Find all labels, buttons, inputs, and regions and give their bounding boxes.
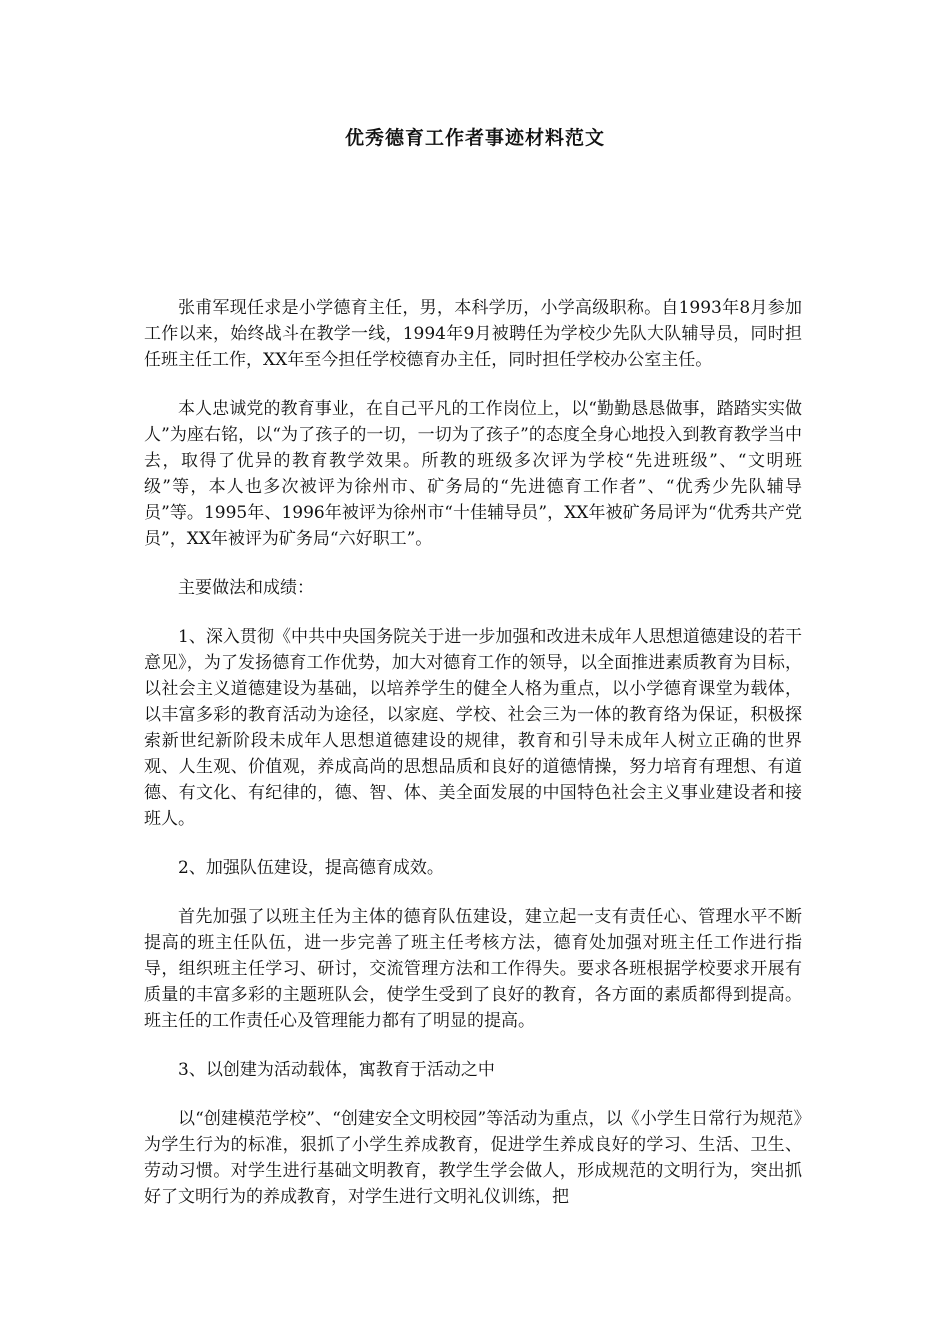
paragraph-intro: 张甫军现任求是小学德育主任，男，本科学历，小学高级职称。自1993年8月参加工作以来，始终战斗在教学一线，1994年9月被聘任为学校少先队大队辅导员，同时担任班主任工作，XX年至今担任学校德育办主任，同时担任学校办公室主任。: [144, 298, 802, 370]
section-heading-point-3: 3、以创建为活动载体，寓教育于活动之中: [178, 1060, 495, 1080]
document-body: [144, 295, 802, 1233]
section-heading-point-2: 2、加强队伍建设，提高德育成效。: [178, 858, 444, 878]
section-heading-methods: 主要做法和成绩：: [178, 578, 314, 598]
document-title: 优秀德育工作者事迹材料范文: [344, 127, 605, 149]
paragraph-point-1: 1、深入贯彻《中共中央国务院关于进一步加强和改进未成年人思想道德建设的若干意见》，为了发扬德育工作优势，加大对德育工作的领导，以全面推进素质教育为目标，以社会主义道德建设为基础，以培养学生的健全人格为重点，以小学德育课堂为载体，以丰富多彩的教育活动为途径，以家庭、学校、社会三为一体的教育络为保证，积极探索新世纪新阶段未成年人思想道德建设的规律，教育和引导未成年人树立正确的世界观、人生观、价值观，养成高尚的思想品质和良好的道德情操，努力培育有理想、有道德、有文化、有纪律的，德、智、体、美全面发展的中国特色社会主义事业建设者和接班人。: [144, 627, 802, 829]
paragraph-point-3: 以“创建模范学校”、“创建安全文明校园”等活动为重点，以《小学生日常行为规范》为学生行为的标准，狠抓了小学生养成教育，促进学生养成良好的学习、生活、卫生、劳动习惯。对学生进行基础文明教育，教学生学会做人，形成规范的文明行为，突出抓好了文明行为的养成教育，对学生进行文明礼仪训练，把: [144, 1109, 802, 1207]
paragraph-achievements: 本人忠诚党的教育事业，在自己平凡的工作岗位上，以“勤勤恳恳做事，踏踏实实做人”为座右铭，以“为了孩子的一切，一切为了孩子”的态度全身心地投入到教育教学当中去，取得了优异的教育教学效果。所教的班级多次评为学校“先进班级”、“文明班级”等，本人也多次被评为徐州市、矿务局的“先进德育工作者”、“优秀少先队辅导员”等。1995年、1996年被评为徐州市“十佳辅导员”，XX年被矿务局评为“优秀共产党员”，XX年被评为矿务局“六好职工”。: [144, 399, 802, 549]
paragraph-point-2: 首先加强了以班主任为主体的德育队伍建设，建立起一支有责任心、管理水平不断提高的班主任队伍，进一步完善了班主任考核方法，德育处加强对班主任工作进行指导，组织班主任学习、研讨，交流管理方法和工作得失。要求各班根据学校要求开展有质量的丰富多彩的主题班队会，使学生受到了良好的教育，各方面的素质都得到提高。班主任的工作责任心及管理能力都有了明显的提高。: [144, 907, 802, 1031]
